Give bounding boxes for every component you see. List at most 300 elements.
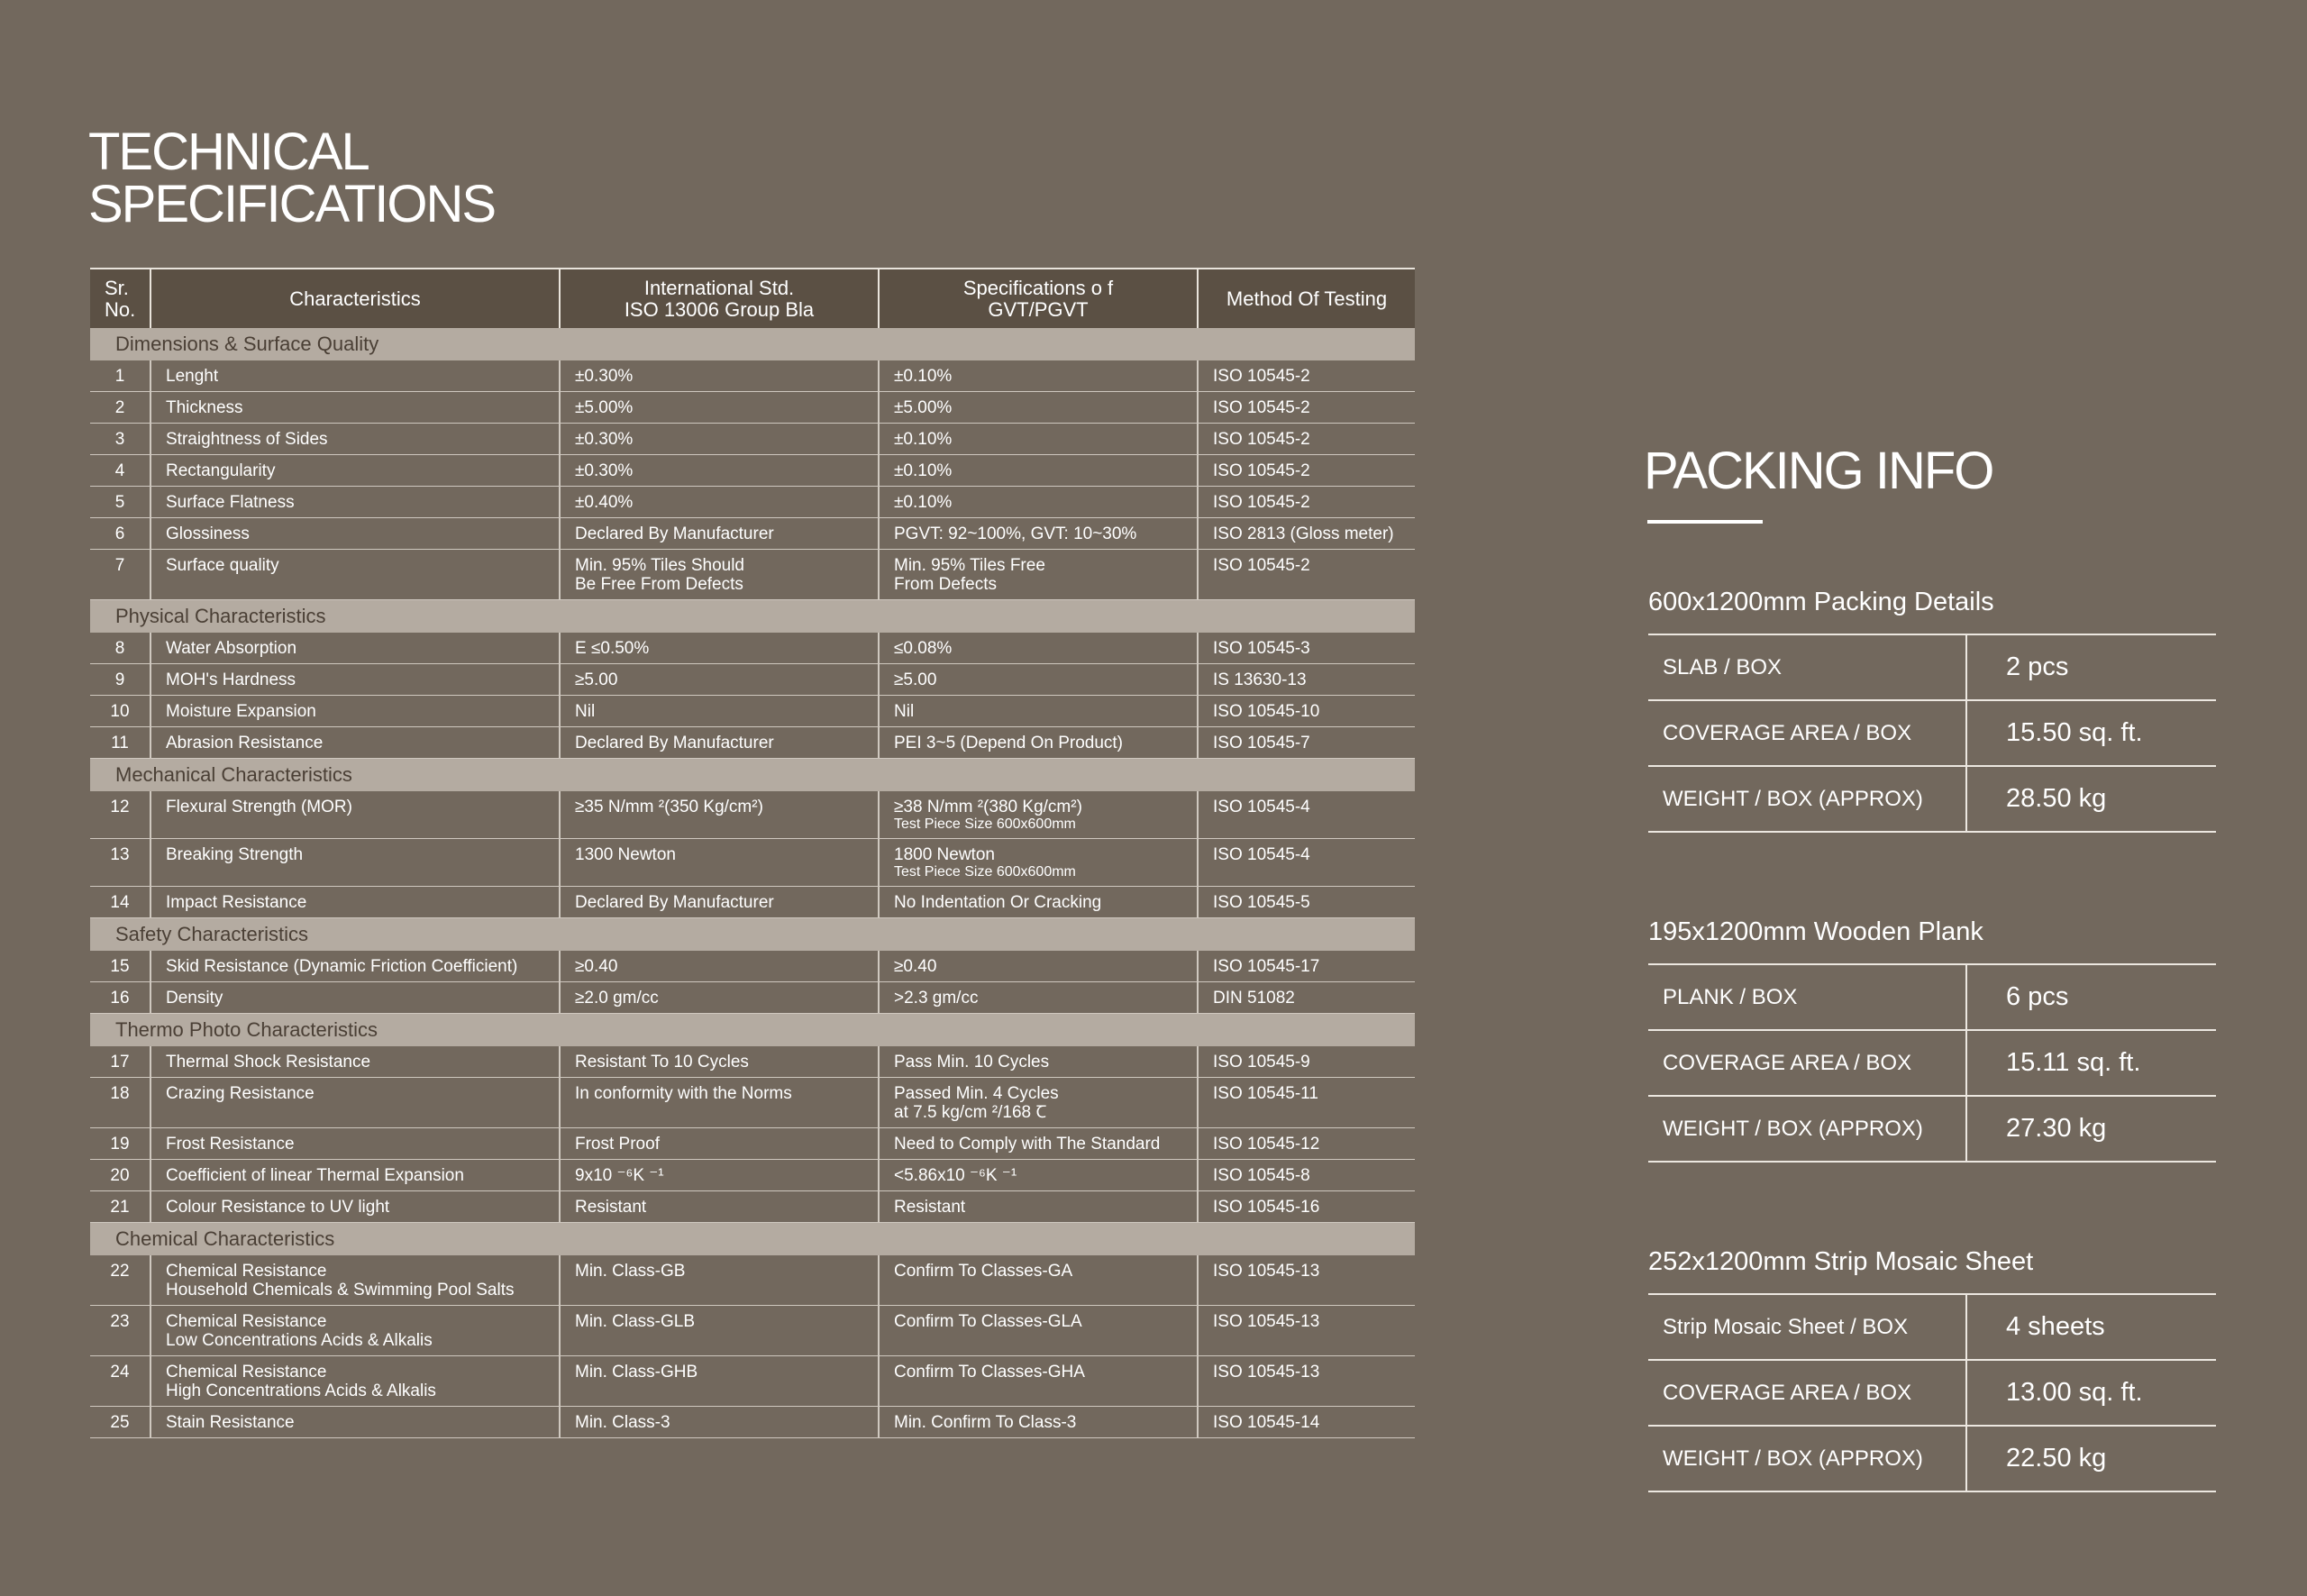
- cell-method: ISO 10545-2: [1198, 487, 1415, 518]
- cell-line: ≥0.40: [575, 957, 618, 976]
- cell-sr-no: 11: [90, 727, 150, 759]
- cell-sr-no: 25: [90, 1407, 150, 1438]
- packing-group-600x1200: [1648, 587, 2216, 833]
- cell-method: DIN 51082: [1198, 982, 1415, 1014]
- cell-method: ISO 10545-9: [1198, 1046, 1415, 1078]
- cell-specification: [879, 1160, 1198, 1191]
- title-line: TECHNICAL: [88, 123, 369, 181]
- packing-value: 13.00 sq. ft.: [1966, 1360, 2216, 1426]
- table-row: [90, 887, 1415, 918]
- table-row: [90, 1255, 1415, 1306]
- cell-characteristic: [150, 487, 560, 518]
- cell-international-std: [560, 839, 879, 887]
- header-method-of-testing: Method Of Testing: [1198, 269, 1415, 328]
- cell-characteristic: [150, 839, 560, 887]
- table-row: [90, 455, 1415, 487]
- cell-sr-no: 5: [90, 487, 150, 518]
- technical-specifications-title: [88, 123, 496, 233]
- cell-sr-no: 10: [90, 696, 150, 727]
- packing-row: [1648, 634, 2216, 700]
- cell-line: Straightness of Sides: [166, 430, 328, 449]
- cell-international-std: [560, 424, 879, 455]
- table-row: [90, 839, 1415, 887]
- packing-key: WEIGHT / BOX (APPROX): [1648, 1426, 1966, 1491]
- cell-sr-no: 15: [90, 951, 150, 982]
- cell-specification: [879, 1191, 1198, 1223]
- cell-line: Impact Resistance: [166, 893, 307, 912]
- cell-international-std: [560, 1191, 879, 1223]
- cell-sr-no: 4: [90, 455, 150, 487]
- cell-international-std: [560, 392, 879, 424]
- cell-specification: [879, 455, 1198, 487]
- cell-line: Water Absorption: [166, 639, 297, 658]
- table-row: [90, 1128, 1415, 1160]
- section-title: Dimensions & Surface Quality: [90, 328, 1415, 360]
- cell-line: ±0.10%: [894, 367, 953, 386]
- cell-sr-no: 12: [90, 791, 150, 839]
- cell-method: ISO 10545-10: [1198, 696, 1415, 727]
- packing-key: COVERAGE AREA / BOX: [1648, 700, 1966, 766]
- header-specifications: [879, 269, 1198, 328]
- cell-line: ±0.30%: [575, 461, 634, 480]
- cell-method: ISO 10545-2: [1198, 455, 1415, 487]
- cell-line: at 7.5 kg/cm ²/168 Ꞇ: [894, 1103, 1047, 1122]
- cell-line: Confirm To Classes-GLA: [894, 1312, 1082, 1331]
- cell-method: ISO 10545-11: [1198, 1078, 1415, 1128]
- packing-group-252x1200: [1648, 1246, 2216, 1492]
- packing-key: SLAB / BOX: [1648, 634, 1966, 700]
- cell-sr-no: 2: [90, 392, 150, 424]
- cell-line: ≥38 N/mm ²(380 Kg/cm²): [894, 798, 1082, 816]
- cell-line: Abrasion Resistance: [166, 734, 324, 752]
- packing-row: [1648, 964, 2216, 1030]
- cell-method: ISO 10545-8: [1198, 1160, 1415, 1191]
- cell-line: Chemical Resistance: [166, 1363, 327, 1382]
- cell-international-std: [560, 633, 879, 664]
- cell-method: ISO 10545-4: [1198, 791, 1415, 839]
- cell-line: Chemical Resistance: [166, 1312, 327, 1331]
- cell-characteristic: [150, 982, 560, 1014]
- packing-value: 27.30 kg: [1966, 1096, 2216, 1162]
- cell-line: Surface Flatness: [166, 493, 295, 512]
- cell-line: Min. Class-GHB: [575, 1363, 698, 1382]
- cell-method: ISO 10545-17: [1198, 951, 1415, 982]
- cell-line: Be Free From Defects: [575, 575, 743, 594]
- cell-line: ±0.30%: [575, 367, 634, 386]
- cell-method: ISO 10545-2: [1198, 424, 1415, 455]
- cell-specification: [879, 951, 1198, 982]
- cell-specification: [879, 550, 1198, 600]
- cell-method: IS 13630-13: [1198, 664, 1415, 696]
- section-header-row: [90, 1014, 1415, 1047]
- cell-sr-no: 19: [90, 1128, 150, 1160]
- header-line: No.: [105, 297, 136, 321]
- cell-characteristic: [150, 392, 560, 424]
- cell-note: Test Piece Size 600x600mm: [894, 816, 1076, 832]
- cell-line: Pass Min. 10 Cycles: [894, 1053, 1050, 1072]
- cell-line: Stain Resistance: [166, 1413, 295, 1432]
- cell-line: ≥5.00: [894, 670, 937, 689]
- cell-international-std: [560, 1356, 879, 1407]
- cell-sr-no: 9: [90, 664, 150, 696]
- cell-characteristic: [150, 664, 560, 696]
- section-header-row: [90, 1223, 1415, 1256]
- cell-specification: [879, 839, 1198, 887]
- cell-line: Min. 95% Tiles Free: [894, 556, 1045, 575]
- cell-specification: [879, 664, 1198, 696]
- table-header-row: [90, 269, 1415, 328]
- header-line: International Std.: [643, 276, 795, 299]
- packing-key: PLANK / BOX: [1648, 964, 1966, 1030]
- table-row: [90, 951, 1415, 982]
- packing-row: [1648, 1426, 2216, 1491]
- header-line: Specifications o f: [962, 276, 1114, 299]
- cell-line: ≥5.00: [575, 670, 618, 689]
- cell-sr-no: 7: [90, 550, 150, 600]
- cell-line: Rectangularity: [166, 461, 276, 480]
- cell-characteristic: [150, 727, 560, 759]
- cell-international-std: [560, 664, 879, 696]
- cell-specification: [879, 791, 1198, 839]
- cell-line: >2.3 gm/cc: [894, 989, 979, 1008]
- cell-line: Nil: [894, 702, 915, 721]
- cell-line: High Concentrations Acids & Alkalis: [166, 1382, 436, 1400]
- cell-method: ISO 10545-16: [1198, 1191, 1415, 1223]
- cell-international-std: [560, 1160, 879, 1191]
- cell-specification: [879, 424, 1198, 455]
- cell-international-std: [560, 887, 879, 918]
- packing-row: [1648, 700, 2216, 766]
- cell-line: ≤0.08%: [894, 639, 953, 658]
- cell-line: Density: [166, 989, 223, 1008]
- table-row: [90, 487, 1415, 518]
- cell-method: ISO 10545-2: [1198, 360, 1415, 392]
- cell-line: 9x10 ⁻⁶K ⁻¹: [575, 1166, 664, 1185]
- cell-characteristic: [150, 696, 560, 727]
- table-row: [90, 518, 1415, 550]
- header-characteristics: Characteristics: [150, 269, 560, 328]
- cell-method: ISO 10545-13: [1198, 1306, 1415, 1356]
- cell-specification: [879, 633, 1198, 664]
- cell-specification: [879, 1046, 1198, 1078]
- cell-line: Frost Proof: [575, 1135, 660, 1154]
- cell-sr-no: 21: [90, 1191, 150, 1223]
- cell-method: ISO 10545-3: [1198, 633, 1415, 664]
- packing-table: [1648, 1293, 2216, 1492]
- cell-characteristic: [150, 1306, 560, 1356]
- header-line: ISO 13006 Group Bla: [624, 297, 815, 321]
- cell-note: Test Piece Size 600x600mm: [894, 864, 1076, 880]
- packing-value: 4 sheets: [1966, 1294, 2216, 1360]
- cell-line: ±0.10%: [894, 430, 953, 449]
- cell-international-std: [560, 727, 879, 759]
- cell-international-std: [560, 791, 879, 839]
- cell-specification: [879, 1255, 1198, 1306]
- packing-value: 15.50 sq. ft.: [1966, 700, 2216, 766]
- cell-international-std: [560, 1078, 879, 1128]
- cell-line: MOH's Hardness: [166, 670, 296, 689]
- cell-international-std: [560, 951, 879, 982]
- cell-line: Min. Class-GLB: [575, 1312, 696, 1331]
- cell-international-std: [560, 487, 879, 518]
- packing-row: [1648, 1096, 2216, 1162]
- section-title: Mechanical Characteristics: [90, 759, 1415, 792]
- cell-characteristic: [150, 518, 560, 550]
- cell-specification: [879, 696, 1198, 727]
- cell-method: ISO 10545-4: [1198, 839, 1415, 887]
- cell-specification: [879, 727, 1198, 759]
- section-title: Chemical Characteristics: [90, 1223, 1415, 1256]
- cell-line: Surface quality: [166, 556, 279, 575]
- cell-line: ±5.00%: [894, 398, 953, 417]
- cell-line: Thickness: [166, 398, 243, 417]
- cell-sr-no: 23: [90, 1306, 150, 1356]
- cell-characteristic: [150, 887, 560, 918]
- cell-line: Crazing Resistance: [166, 1084, 315, 1103]
- table-row: [90, 1306, 1415, 1356]
- table-row: [90, 982, 1415, 1014]
- packing-value: 6 pcs: [1966, 964, 2216, 1030]
- cell-sr-no: 17: [90, 1046, 150, 1078]
- cell-line: ±0.10%: [894, 461, 953, 480]
- table-row: [90, 1046, 1415, 1078]
- cell-line: Flexural Strength (MOR): [166, 798, 352, 816]
- cell-specification: [879, 487, 1198, 518]
- cell-method: ISO 10545-13: [1198, 1255, 1415, 1306]
- packing-value: 15.11 sq. ft.: [1966, 1030, 2216, 1096]
- cell-sr-no: 6: [90, 518, 150, 550]
- cell-international-std: [560, 518, 879, 550]
- cell-line: Declared By Manufacturer: [575, 734, 774, 752]
- cell-specification: [879, 1356, 1198, 1407]
- cell-line: Frost Resistance: [166, 1135, 295, 1154]
- cell-line: ≥2.0 gm/cc: [575, 989, 659, 1008]
- cell-line: ≥35 N/mm ²(350 Kg/cm²): [575, 798, 763, 816]
- packing-group-heading: 600x1200mm Packing Details: [1648, 588, 1994, 616]
- cell-line: Resistant: [575, 1198, 647, 1217]
- cell-line: Low Concentrations Acids & Alkalis: [166, 1331, 433, 1350]
- cell-line: ±0.10%: [894, 493, 953, 512]
- cell-characteristic: [150, 633, 560, 664]
- cell-method: ISO 10545-5: [1198, 887, 1415, 918]
- packing-group-heading: 195x1200mm Wooden Plank: [1648, 917, 1983, 946]
- cell-line: ±0.40%: [575, 493, 634, 512]
- cell-specification: [879, 1128, 1198, 1160]
- section-header-row: [90, 328, 1415, 360]
- cell-characteristic: [150, 455, 560, 487]
- packing-value: 22.50 kg: [1966, 1426, 2216, 1491]
- cell-characteristic: [150, 1191, 560, 1223]
- cell-specification: [879, 982, 1198, 1014]
- cell-line: Skid Resistance (Dynamic Friction Coefficient): [166, 957, 518, 976]
- cell-international-std: [560, 696, 879, 727]
- cell-line: Resistant: [894, 1198, 966, 1217]
- cell-line: Declared By Manufacturer: [575, 893, 774, 912]
- title-line: SPECIFICATIONS: [88, 175, 496, 233]
- packing-key: WEIGHT / BOX (APPROX): [1648, 766, 1966, 832]
- cell-line: Chemical Resistance: [166, 1262, 327, 1281]
- table-row: [90, 791, 1415, 839]
- cell-characteristic: [150, 1128, 560, 1160]
- section-header-row: [90, 918, 1415, 952]
- cell-line: In conformity with the Norms: [575, 1084, 792, 1103]
- cell-sr-no: 24: [90, 1356, 150, 1407]
- cell-line: <5.86x10 ⁻⁶K ⁻¹: [894, 1166, 1017, 1185]
- cell-method: ISO 10545-14: [1198, 1407, 1415, 1438]
- cell-characteristic: [150, 360, 560, 392]
- cell-line: ±0.30%: [575, 430, 634, 449]
- packing-table: [1648, 963, 2216, 1163]
- packing-row: [1648, 1360, 2216, 1426]
- cell-line: Confirm To Classes-GHA: [894, 1363, 1085, 1382]
- cell-sr-no: 1: [90, 360, 150, 392]
- cell-international-std: [560, 1407, 879, 1438]
- cell-characteristic: [150, 1046, 560, 1078]
- packing-key: COVERAGE AREA / BOX: [1648, 1030, 1966, 1096]
- table-row: [90, 424, 1415, 455]
- packing-value: 2 pcs: [1966, 634, 2216, 700]
- cell-line: Moisture Expansion: [166, 702, 316, 721]
- cell-sr-no: 3: [90, 424, 150, 455]
- cell-characteristic: [150, 951, 560, 982]
- cell-line: From Defects: [894, 575, 998, 594]
- table-row: [90, 1191, 1415, 1223]
- table-row: [90, 392, 1415, 424]
- table-row: [90, 1160, 1415, 1191]
- cell-specification: [879, 392, 1198, 424]
- cell-characteristic: [150, 1356, 560, 1407]
- cell-line: 1800 Newton: [894, 845, 995, 864]
- cell-specification: [879, 1306, 1198, 1356]
- cell-line: E ≤0.50%: [575, 639, 650, 658]
- cell-characteristic: [150, 550, 560, 600]
- packing-row: [1648, 766, 2216, 832]
- cell-sr-no: 13: [90, 839, 150, 887]
- cell-line: Declared By Manufacturer: [575, 524, 774, 543]
- cell-international-std: [560, 982, 879, 1014]
- packing-table: [1648, 634, 2216, 833]
- cell-sr-no: 20: [90, 1160, 150, 1191]
- cell-method: ISO 10545-7: [1198, 727, 1415, 759]
- packing-row: [1648, 1030, 2216, 1096]
- cell-characteristic: [150, 1160, 560, 1191]
- table-row: [90, 727, 1415, 759]
- cell-international-std: [560, 360, 879, 392]
- cell-line: Min. 95% Tiles Should: [575, 556, 744, 575]
- cell-international-std: [560, 1128, 879, 1160]
- cell-line: Colour Resistance to UV light: [166, 1198, 390, 1217]
- cell-line: Glossiness: [166, 524, 250, 543]
- cell-international-std: [560, 1306, 879, 1356]
- cell-sr-no: 22: [90, 1255, 150, 1306]
- table-row: [90, 360, 1415, 392]
- cell-line: Min. Class-GB: [575, 1262, 686, 1281]
- cell-line: ≥0.40: [894, 957, 937, 976]
- cell-line: Breaking Strength: [166, 845, 304, 864]
- section-header-row: [90, 600, 1415, 634]
- cell-specification: [879, 360, 1198, 392]
- cell-characteristic: [150, 1078, 560, 1128]
- table-row: [90, 1407, 1415, 1438]
- header-line: GVT/PGVT: [988, 297, 1089, 321]
- cell-line: Lenght: [166, 367, 219, 386]
- cell-method: ISO 10545-2: [1198, 550, 1415, 600]
- header-line: Sr.: [105, 276, 129, 299]
- cell-sr-no: 14: [90, 887, 150, 918]
- cell-characteristic: [150, 1255, 560, 1306]
- cell-line: Coefficient of linear Thermal Expansion: [166, 1166, 464, 1185]
- packing-key: WEIGHT / BOX (APPROX): [1648, 1096, 1966, 1162]
- table-row: [90, 633, 1415, 664]
- specifications-table-body: [90, 328, 1415, 1438]
- packing-key: COVERAGE AREA / BOX: [1648, 1360, 1966, 1426]
- cell-line: Need to Comply with The Standard: [894, 1135, 1161, 1154]
- packing-info-title: PACKING INFO: [1644, 442, 1993, 500]
- packing-group-heading: 252x1200mm Strip Mosaic Sheet: [1648, 1247, 2034, 1276]
- section-title: Physical Characteristics: [90, 600, 1415, 634]
- table-row: [90, 550, 1415, 600]
- section-header-row: [90, 759, 1415, 792]
- cell-specification: [879, 1078, 1198, 1128]
- cell-sr-no: 18: [90, 1078, 150, 1128]
- cell-international-std: [560, 1255, 879, 1306]
- cell-method: ISO 2813 (Gloss meter): [1198, 518, 1415, 550]
- cell-specification: [879, 518, 1198, 550]
- cell-specification: [879, 1407, 1198, 1438]
- table-row: [90, 664, 1415, 696]
- cell-characteristic: [150, 1407, 560, 1438]
- cell-line: Household Chemicals & Swimming Pool Salts: [166, 1281, 515, 1300]
- table-row: [90, 1356, 1415, 1407]
- section-title: Thermo Photo Characteristics: [90, 1014, 1415, 1047]
- packing-group-195x1200: [1648, 917, 2216, 1163]
- specifications-table: [90, 268, 1415, 1438]
- cell-line: Thermal Shock Resistance: [166, 1053, 371, 1072]
- cell-line: PEI 3~5 (Depend On Product): [894, 734, 1124, 752]
- cell-method: ISO 10545-13: [1198, 1356, 1415, 1407]
- cell-sr-no: 16: [90, 982, 150, 1014]
- cell-characteristic: [150, 424, 560, 455]
- table-row: [90, 1078, 1415, 1128]
- header-sr-no: [90, 269, 150, 328]
- packing-key: Strip Mosaic Sheet / BOX: [1648, 1294, 1966, 1360]
- cell-method: ISO 10545-12: [1198, 1128, 1415, 1160]
- cell-line: Min. Class-3: [575, 1413, 670, 1432]
- cell-line: No Indentation Or Cracking: [894, 893, 1102, 912]
- table-row: [90, 696, 1415, 727]
- cell-line: Confirm To Classes-GA: [894, 1262, 1073, 1281]
- packing-value: 28.50 kg: [1966, 766, 2216, 832]
- cell-international-std: [560, 1046, 879, 1078]
- cell-international-std: [560, 550, 879, 600]
- cell-line: PGVT: 92~100%, GVT: 10~30%: [894, 524, 1137, 543]
- cell-method: ISO 10545-2: [1198, 392, 1415, 424]
- header-international-std: [560, 269, 879, 328]
- cell-line: Passed Min. 4 Cycles: [894, 1084, 1059, 1103]
- cell-characteristic: [150, 791, 560, 839]
- cell-line: 1300 Newton: [575, 845, 676, 864]
- cell-line: Resistant To 10 Cycles: [575, 1053, 749, 1072]
- cell-sr-no: 8: [90, 633, 150, 664]
- packing-row: [1648, 1294, 2216, 1360]
- cell-international-std: [560, 455, 879, 487]
- title-underline: [1647, 520, 1763, 524]
- cell-specification: [879, 887, 1198, 918]
- cell-line: Nil: [575, 702, 596, 721]
- cell-line: Min. Confirm To Class-3: [894, 1413, 1077, 1432]
- cell-line: ±5.00%: [575, 398, 634, 417]
- section-title: Safety Characteristics: [90, 918, 1415, 952]
